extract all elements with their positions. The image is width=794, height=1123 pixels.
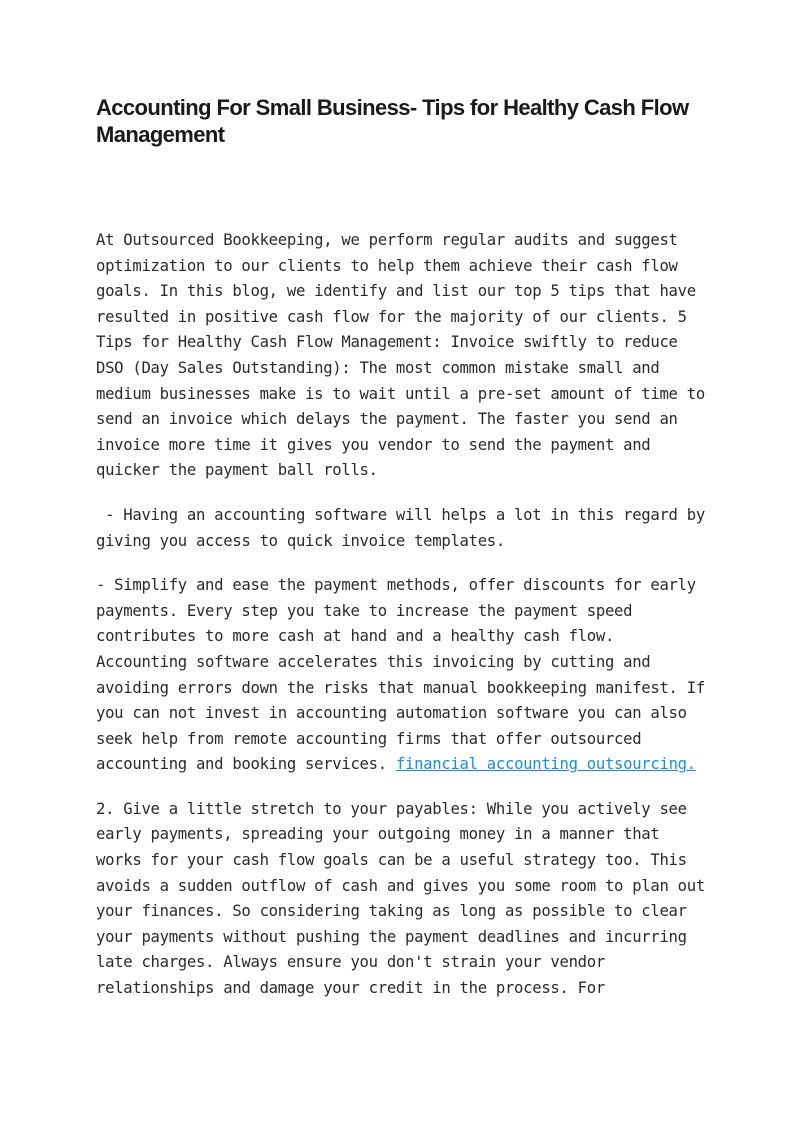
paragraph-accounting-software: - Having an accounting software will helps a lot in this regard by giving you access to quick invoice templates. [96, 505, 705, 550]
page-title: Accounting For Small Business- Tips for Healthy Cash Flow Management [96, 95, 689, 147]
article-body [96, 228, 706, 1021]
paragraph-payment-methods [96, 573, 706, 778]
paragraph-payment-methods-text: - Simplify and ease the payment methods, offer discounts for early payments. Every step you take to increase the payment speed contributes to more cash at hand and a healthy cash flow. Accounting software accelerates this invoicing by cutting and avoiding errors down the risks that manual bookkeeping manifest. If you can not invest in accounting automation software you can also seek help from remote accounting firms that offer outsourced accounting and booking services. [96, 576, 705, 774]
paragraph-payables: 2. Give a little stretch to your payables: While you actively see early payments, spreading your outgoing money in a manner that works for your cash flow goals can be a useful strategy too. This avoids a sudden outflow of cash and gives you some room to plan out your finances. So considering taking as long as possible to clear your payments without pushing the payment deadlines and incurring late charges. Always ensure you don't strain your vendor relationships and damage your credit in the process. For [96, 799, 705, 998]
financial-accounting-outsourcing-link[interactable]: financial accounting outsourcing. [395, 755, 696, 774]
paragraph-intro: At Outsourced Bookkeeping, we perform regular audits and suggest optimization to our clients to help them achieve their cash flow goals. In this blog, we identify and list our top 5 tips that have resulted in positive cash flow for the majority of our clients. 5 Tips for Healthy Cash Flow Management: Invoice swiftly to reduce DSO (Day Sales Outstanding): The most common mistake small and medium businesses make is to wait until a pre-set amount of time to send an invoice which delays the payment. The faster you send an invoice more time it gives you vendor to send the payment and quicker the payment ball rolls. [96, 231, 705, 480]
